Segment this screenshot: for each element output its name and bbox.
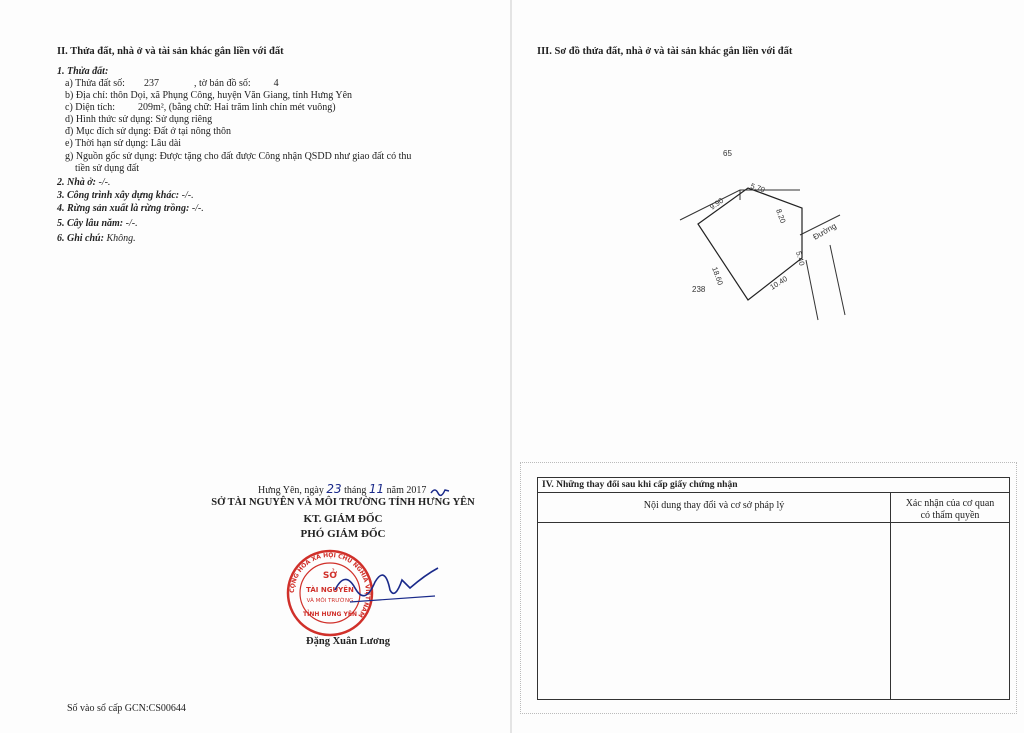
trees-value: -/-.: [123, 218, 138, 229]
initial-mark-icon: [429, 485, 451, 497]
edge-5-70: 5.70: [749, 181, 767, 195]
note-line: [57, 233, 136, 244]
page-fold: [510, 0, 512, 733]
handwritten-signature-icon: [330, 560, 440, 610]
construction-value: -/-.: [179, 190, 194, 201]
year-label: năm 2017: [386, 485, 427, 496]
header-divider: [538, 522, 1009, 523]
neighbor-238: 238: [692, 285, 706, 294]
place-date: [258, 482, 451, 497]
month-handwritten: 11: [368, 482, 385, 496]
house-value: -/-.: [95, 177, 111, 188]
area-value: 209m², (bằng chữ: Hai trăm linh chín mét vuông): [137, 102, 336, 113]
land-heading: 1. Thửa đất:: [57, 66, 109, 77]
origin-line-2: tiền sử dụng đất: [75, 163, 140, 174]
forest-line: [57, 203, 204, 214]
land-plot-diagram: [650, 140, 880, 340]
construction-label: 3. Công trình xây dựng khác:: [57, 190, 180, 201]
signer-title-1: KT. GIÁM ĐỐC: [303, 513, 383, 525]
section-ii-title: II. Thửa đất, nhà ở và tài sản khác gắn liền với đất: [57, 46, 284, 57]
edge-8-20: 8.20: [774, 207, 788, 225]
edge-10-40: 10.40: [768, 274, 789, 292]
signer-title-2: PHÓ GIÁM ĐỐC: [300, 528, 386, 540]
confirmation-line-1: Xác nhận của cơ quan: [905, 498, 995, 509]
purpose-line: đ) Mục đích sử dụng: Đất ở tại nông thôn: [65, 126, 231, 137]
map-label: , tờ bản đồ số:: [193, 78, 251, 89]
section-iii-title: III. Sơ đồ thửa đất, nhà ở và tài sản khác gắn liền với đất: [537, 46, 793, 57]
edge-9-90: 9.90: [707, 195, 726, 212]
stamp-top-text: SỞ: [322, 571, 338, 581]
registry-number: Số vào sổ cấp GCN:CS00644: [67, 703, 186, 714]
changes-title: IV. Những thay đổi sau khi cấp giấy chứng nhận: [538, 478, 1009, 493]
place-date-prefix: Hưng Yên, ngày: [258, 485, 324, 496]
usage-form-line: d) Hình thức sử dụng: Sử dụng riêng: [65, 114, 213, 125]
trees-line: [57, 218, 138, 229]
note-label: 6. Ghi chú:: [57, 233, 104, 244]
issuing-org: SỞ TÀI NGUYÊN VÀ MÔI TRƯỜNG TỈNH HƯNG YÊN: [211, 497, 475, 508]
area-label: c) Diện tích:: [65, 102, 115, 113]
edge-5-40: 5.40: [794, 250, 807, 267]
note-value: Không.: [103, 233, 136, 244]
stamp-mid2-text: VÀ MÔI TRƯỜNG: [306, 598, 354, 604]
origin-line-1: g) Nguồn gốc sử dụng: Được tặng cho đất được Công nhận QSDD như giao đất có thu: [65, 151, 412, 162]
stamp-bottom-text: TỈNH HƯNG YÊN: [303, 611, 357, 618]
signer-name: Đặng Xuân Lương: [306, 636, 390, 647]
map-number: 4: [273, 78, 279, 89]
parcel-number: 237: [143, 78, 159, 89]
stamp-ring-text: CỘNG HÒA XÃ HỘI CHỦ NGHĨA VIỆT NAM: [288, 551, 372, 619]
address-line: b) Địa chỉ: thôn Dọi, xã Phụng Công, huyện Văn Giang, tỉnh Hưng Yên: [65, 90, 353, 101]
day-handwritten: 23: [326, 482, 342, 496]
duration-line: e) Thời hạn sử dụng: Lâu dài: [65, 138, 182, 149]
stamp-mid-text: TÀI NGUYÊN: [306, 586, 354, 594]
confirmation-line-2: có thẩm quyền: [920, 510, 980, 521]
construction-line: [57, 190, 194, 201]
road-label: Đường: [811, 221, 838, 242]
changes-table: [537, 477, 1010, 700]
month-label: tháng: [344, 485, 367, 496]
area-line: [65, 102, 336, 113]
column-header-confirmation: [891, 498, 1009, 522]
trees-label: 5. Cây lâu năm:: [57, 218, 124, 229]
edge-18-60: 18.60: [710, 265, 726, 287]
house-line: [57, 177, 110, 188]
left-page: [0, 0, 510, 733]
column-header-content: Nội dung thay đổi và cơ sở pháp lý: [643, 500, 785, 511]
neighbor-65: 65: [723, 149, 732, 158]
forest-label: 4. Rừng sản xuất là rừng trồng:: [57, 203, 190, 214]
house-label: 2. Nhà ở:: [57, 177, 96, 188]
parcel-label: a) Thửa đất số:: [65, 78, 125, 89]
forest-value: -/-.: [189, 203, 204, 214]
column-divider: [890, 493, 891, 699]
parcel-line: [65, 78, 279, 89]
